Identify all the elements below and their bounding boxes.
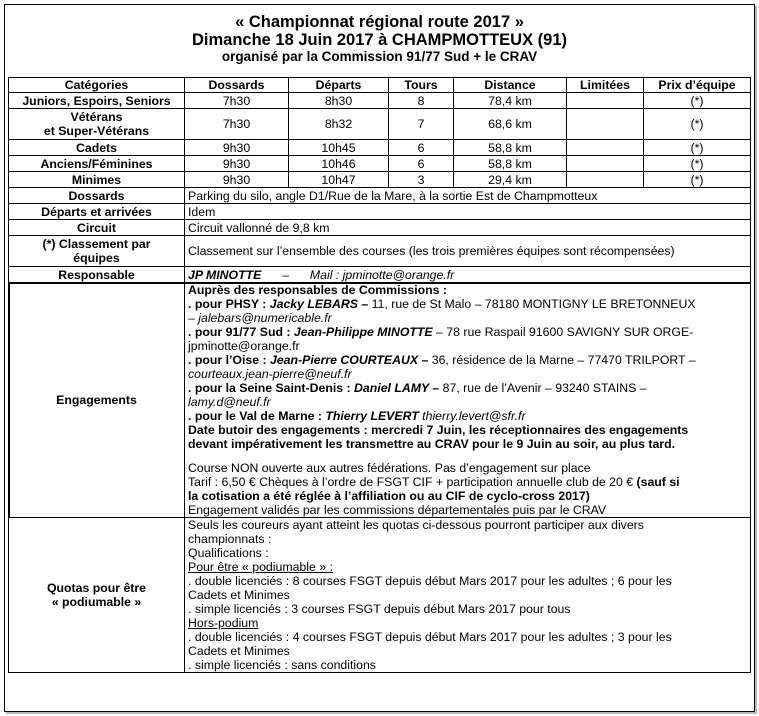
document-page: [4, 4, 755, 712]
table-header-row: [9, 78, 751, 93]
quotas-line: . simple licenciés : sans conditions: [188, 658, 376, 672]
responsable-separator: –: [282, 267, 290, 282]
race-departs: 10h46: [289, 156, 389, 172]
contact-address: 87, rue de l’Avenir – 93240 STAINS –: [439, 381, 647, 395]
race-limitees: [567, 109, 644, 140]
col-header-dossards: Dossards: [185, 78, 289, 93]
quotas-label: [9, 518, 185, 673]
race-departs: 10h45: [289, 140, 389, 156]
race-distance: 29,4 km: [454, 172, 567, 188]
contact-phsy-mail: – jalebars@numericable.fr: [188, 311, 332, 325]
contact-oise: [188, 353, 747, 367]
quotas-line: Cadets et Minimes: [188, 588, 290, 602]
race-prix: (*): [644, 93, 751, 109]
subtitle-organizer: organisé par la Commission 91/77 Sud + le CRAV: [221, 49, 538, 64]
info-row-dossards: [9, 188, 751, 204]
info-value: Classement sur l’ensemble des courses (les trois premières équipes sont récompensées): [185, 236, 751, 267]
engagements-content: [185, 283, 751, 518]
contact-vdm: [188, 409, 747, 423]
info-label: Circuit: [9, 220, 185, 236]
tarif-note: (sauf si: [633, 475, 680, 489]
race-tours: 3: [389, 172, 454, 188]
race-category: Minimes: [9, 172, 185, 188]
validation-line: Engagement validés par les commissions départementales puis par le CRAV: [188, 503, 607, 517]
contact-oise-mail: courteaux.jean-pierre@neuf.fr: [188, 367, 352, 381]
tarif-note-line2: la cotisation a été réglée à l’affiliation ou au CIF de cyclo-cross 2017): [188, 489, 590, 503]
race-tours: 7: [389, 109, 454, 140]
quotas-line: . double licenciés : 8 courses FSGT depuis début Mars 2017 pour les adultes ; 6 pour les: [188, 574, 672, 588]
table-row: [9, 140, 751, 156]
race-distance: 58,8 km: [454, 156, 567, 172]
quotas-line: . double licenciés : 4 courses FSGT depuis début Mars 2017 pour les adultes ; 3 pour les: [188, 630, 672, 644]
race-prix: (*): [644, 156, 751, 172]
quotas-content: [185, 518, 751, 673]
table-row: [9, 109, 751, 140]
deadline-line2: devant impérativement les transmettre au CRAV pour le 9 Juin au soir, au plus tard.: [188, 437, 675, 451]
race-category-line1: Vétérans: [70, 110, 123, 124]
contact-ssd: [188, 381, 747, 395]
race-tours: 6: [389, 140, 454, 156]
info-label-line2: équipes: [73, 251, 120, 265]
quotas-line: . simple licenciés : 3 courses FSGT depuis début Mars 2017 pour tous: [188, 602, 571, 616]
table-row: [9, 156, 751, 172]
col-header-categories: Catégories: [9, 78, 185, 93]
deadline-line1: Date butoir des engagements : mercredi 7 Juin, les réceptionnaires des engagements: [188, 423, 689, 437]
race-distance: 68,6 km: [454, 109, 567, 140]
race-departs: 10h47: [289, 172, 389, 188]
info-label: Dossards: [9, 188, 185, 204]
contact-name: Thierry LEVERT: [325, 409, 419, 423]
info-row-classement: [9, 236, 751, 267]
info-value: Circuit vallonné de 9,8 km: [185, 220, 751, 236]
race-dossards: 7h30: [185, 109, 289, 140]
race-tours: 6: [389, 156, 454, 172]
contact-prefix: . pour la Seine Saint-Denis :: [188, 381, 355, 395]
race-prix: (*): [644, 140, 751, 156]
col-header-prix: Prix d’équipe: [644, 78, 751, 93]
race-prix: (*): [644, 172, 751, 188]
contact-mail: thierry.levert@sfr.fr: [418, 409, 526, 423]
tarif-line: [188, 475, 747, 489]
info-value: Idem: [185, 204, 751, 220]
tarif-text: Tarif : 6,50 € Chèques à l’ordre de FSGT CIF + participation annuelle club de 20 €: [188, 475, 634, 489]
info-value: [185, 267, 751, 283]
info-label: Départs et arrivées: [9, 204, 185, 220]
race-category-line2: et Super-Vétérans: [43, 124, 150, 138]
info-value: Parking du silo, angle D1/Rue de la Mare, à la sortie Est de Champmotteux: [185, 188, 751, 204]
contact-address: 11, rue de St Malo – 78180 MONTIGNY LE BRETONNEUX: [368, 297, 696, 311]
race-category: [9, 109, 185, 140]
engagements-label: Engagements: [9, 283, 185, 518]
race-prix: (*): [644, 109, 751, 140]
race-dossards: 9h30: [185, 172, 289, 188]
contact-phsy: [188, 297, 747, 311]
contact-name: Jean-Philippe MINOTTE: [293, 325, 433, 339]
table-row: [9, 93, 751, 109]
race-distance: 78,4 km: [454, 93, 567, 109]
quotas-line: championnats :: [188, 532, 272, 546]
engagements-intro: Auprès des responsables de Commissions :: [188, 283, 447, 297]
engagements-row: [9, 283, 751, 518]
race-departs: 8h30: [289, 93, 389, 109]
info-label-line1: (*) Classement par: [42, 237, 151, 251]
col-header-limitees: Limitées: [567, 78, 644, 93]
table-row: [9, 172, 751, 188]
quotas-line: Cadets et Minimes: [188, 644, 290, 658]
race-table: [8, 77, 751, 673]
race-category: Juniors, Espoirs, Seniors: [9, 93, 185, 109]
contact-prefix: . pour 91/77 Sud :: [188, 325, 294, 339]
contact-prefix: . pour l’Oise :: [188, 353, 270, 367]
contact-name: Jacky LEBARS –: [269, 297, 369, 311]
quotas-label-line2: « podiumable »: [51, 595, 142, 609]
race-dossards: 7h30: [185, 93, 289, 109]
race-limitees: [567, 156, 644, 172]
responsable-name: JP MINOTTE: [188, 267, 262, 282]
race-distance: 58,8 km: [454, 140, 567, 156]
podium-heading: Pour être « podiumable » :: [188, 560, 333, 574]
contact-address: 36, résidence de la Marne – 77470 TRILPORT –: [428, 353, 696, 367]
contact-sud-mail: jpminotte@orange.fr: [188, 339, 300, 353]
info-row-responsable: [9, 267, 751, 283]
header: [5, 13, 754, 65]
col-header-distance: Distance: [454, 78, 567, 93]
hors-podium-heading: Hors-podium: [188, 616, 259, 630]
race-dossards: 9h30: [185, 156, 289, 172]
race-category: Anciens/Féminines: [9, 156, 185, 172]
race-dossards: 9h30: [185, 140, 289, 156]
contact-address: – 78 rue Raspail 91600 SAVIGNY SUR ORGE-: [432, 325, 694, 339]
title: « Championnat régional route 2017 »: [235, 13, 524, 31]
race-limitees: [567, 140, 644, 156]
info-label: [9, 236, 185, 267]
race-tours: 8: [389, 93, 454, 109]
info-row-departs: [9, 204, 751, 220]
quotas-label-line1: Quotas pour être: [46, 581, 147, 595]
responsable-mail: Mail : jpminotte@orange.fr: [309, 267, 455, 282]
race-departs: 8h32: [289, 109, 389, 140]
contact-prefix: . pour PHSY :: [188, 297, 270, 311]
subtitle-date: Dimanche 18 Juin 2017 à CHAMPMOTTEUX (91): [191, 31, 568, 49]
info-label: Responsable: [9, 267, 185, 283]
col-header-departs: Départs: [289, 78, 389, 93]
col-header-tours: Tours: [389, 78, 454, 93]
race-category: Cadets: [9, 140, 185, 156]
contact-ssd-mail: lamy.d@neuf.fr: [188, 395, 271, 409]
quotas-row: [9, 518, 751, 673]
contact-name: Jean-Pierre COURTEAUX –: [270, 353, 429, 367]
course-non-ouverte: Course NON ouverte aux autres fédérations. Pas d’engagement sur place: [188, 461, 591, 475]
quotas-line: Seuls les coureurs ayant atteint les quotas ci-dessous pourront participer aux divers: [188, 518, 644, 532]
quotas-line: Qualifications :: [188, 546, 269, 560]
info-row-circuit: [9, 220, 751, 236]
contact-name: Daniel LAMY –: [354, 381, 440, 395]
contact-sud: [188, 325, 747, 339]
contact-prefix: . pour le Val de Marne :: [188, 409, 326, 423]
race-limitees: [567, 93, 644, 109]
race-limitees: [567, 172, 644, 188]
